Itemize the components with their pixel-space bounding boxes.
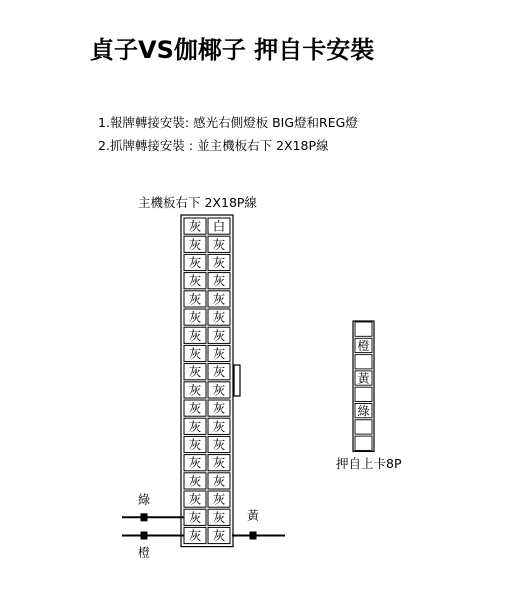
- pin-label: 灰: [188, 455, 202, 471]
- pin-label: 灰: [188, 346, 202, 361]
- pin-label: 灰: [188, 382, 202, 398]
- pin8-cell: [355, 436, 372, 450]
- pin-label: 灰: [212, 509, 226, 525]
- page-title: 貞子VS伽椰子 押自卡安裝: [90, 36, 375, 64]
- connector-2x18: [181, 215, 233, 547]
- pin-label: 灰: [212, 400, 226, 416]
- pin-label: 灰: [188, 273, 202, 289]
- pin-label: 灰: [212, 327, 226, 343]
- pin-label: 灰: [188, 473, 202, 489]
- pin-label: 灰: [212, 255, 226, 270]
- pin-label: 灰: [188, 528, 202, 543]
- pin-label: 灰: [212, 236, 226, 252]
- green-wire-label: 綠: [137, 492, 151, 507]
- instruction-2: 2.抓牌轉接安裝 : 並主機板右下 2X18P線: [98, 138, 329, 153]
- yellow-wire-plug: [250, 532, 257, 540]
- pin-label: 灰: [212, 273, 226, 289]
- connector-2x18-label: 主機板右下 2X18P線: [138, 195, 257, 210]
- pin-label: 灰: [188, 364, 202, 380]
- pin-label: 灰: [188, 400, 202, 416]
- green-wire-plug: [141, 513, 148, 521]
- pin-label: 灰: [212, 437, 226, 452]
- pin-label: 灰: [212, 528, 226, 543]
- pin-label: 灰: [188, 418, 202, 434]
- pin-label: 灰: [188, 491, 202, 507]
- pin8-label: 橙: [357, 338, 370, 353]
- pin-label: 灰: [188, 437, 202, 452]
- pin-label: 灰: [212, 382, 226, 398]
- pin8-cell: [355, 355, 372, 369]
- pin-label: 灰: [188, 255, 202, 270]
- pin-label: 灰: [212, 309, 226, 325]
- pin-label: 灰: [212, 346, 226, 361]
- pin-label: 灰: [212, 418, 226, 434]
- pin-label: 白: [212, 218, 226, 234]
- pin-label: 灰: [212, 291, 226, 307]
- orange-wire-plug: [141, 532, 148, 540]
- connector-8p-label: 押自上卡8P: [336, 456, 402, 471]
- pin-label: 灰: [188, 291, 202, 307]
- pin-label: 灰: [188, 309, 202, 325]
- pin-label: 灰: [188, 509, 202, 525]
- pin-label: 灰: [188, 236, 202, 252]
- pin8-label: 綠: [357, 404, 370, 419]
- pin-label: 灰: [188, 218, 202, 234]
- pin8-cell: [355, 322, 372, 336]
- yellow-wire-label: 黃: [246, 508, 260, 523]
- connector-key-tab: [234, 365, 240, 396]
- connector-8p: [353, 321, 374, 451]
- pin-label: 灰: [212, 455, 226, 471]
- pin8-cell: [355, 387, 372, 401]
- pin-label: 灰: [212, 473, 226, 489]
- pin8-label: 黃: [357, 371, 370, 386]
- instruction-1: 1.報牌轉接安裝: 感光右側燈板 BIG燈和REG燈: [98, 115, 358, 130]
- pin-label: 灰: [212, 364, 226, 380]
- pin-label: 灰: [212, 491, 226, 507]
- orange-wire-label: 橙: [137, 545, 151, 560]
- pin-label: 灰: [188, 327, 202, 343]
- pin8-cell: [355, 420, 372, 434]
